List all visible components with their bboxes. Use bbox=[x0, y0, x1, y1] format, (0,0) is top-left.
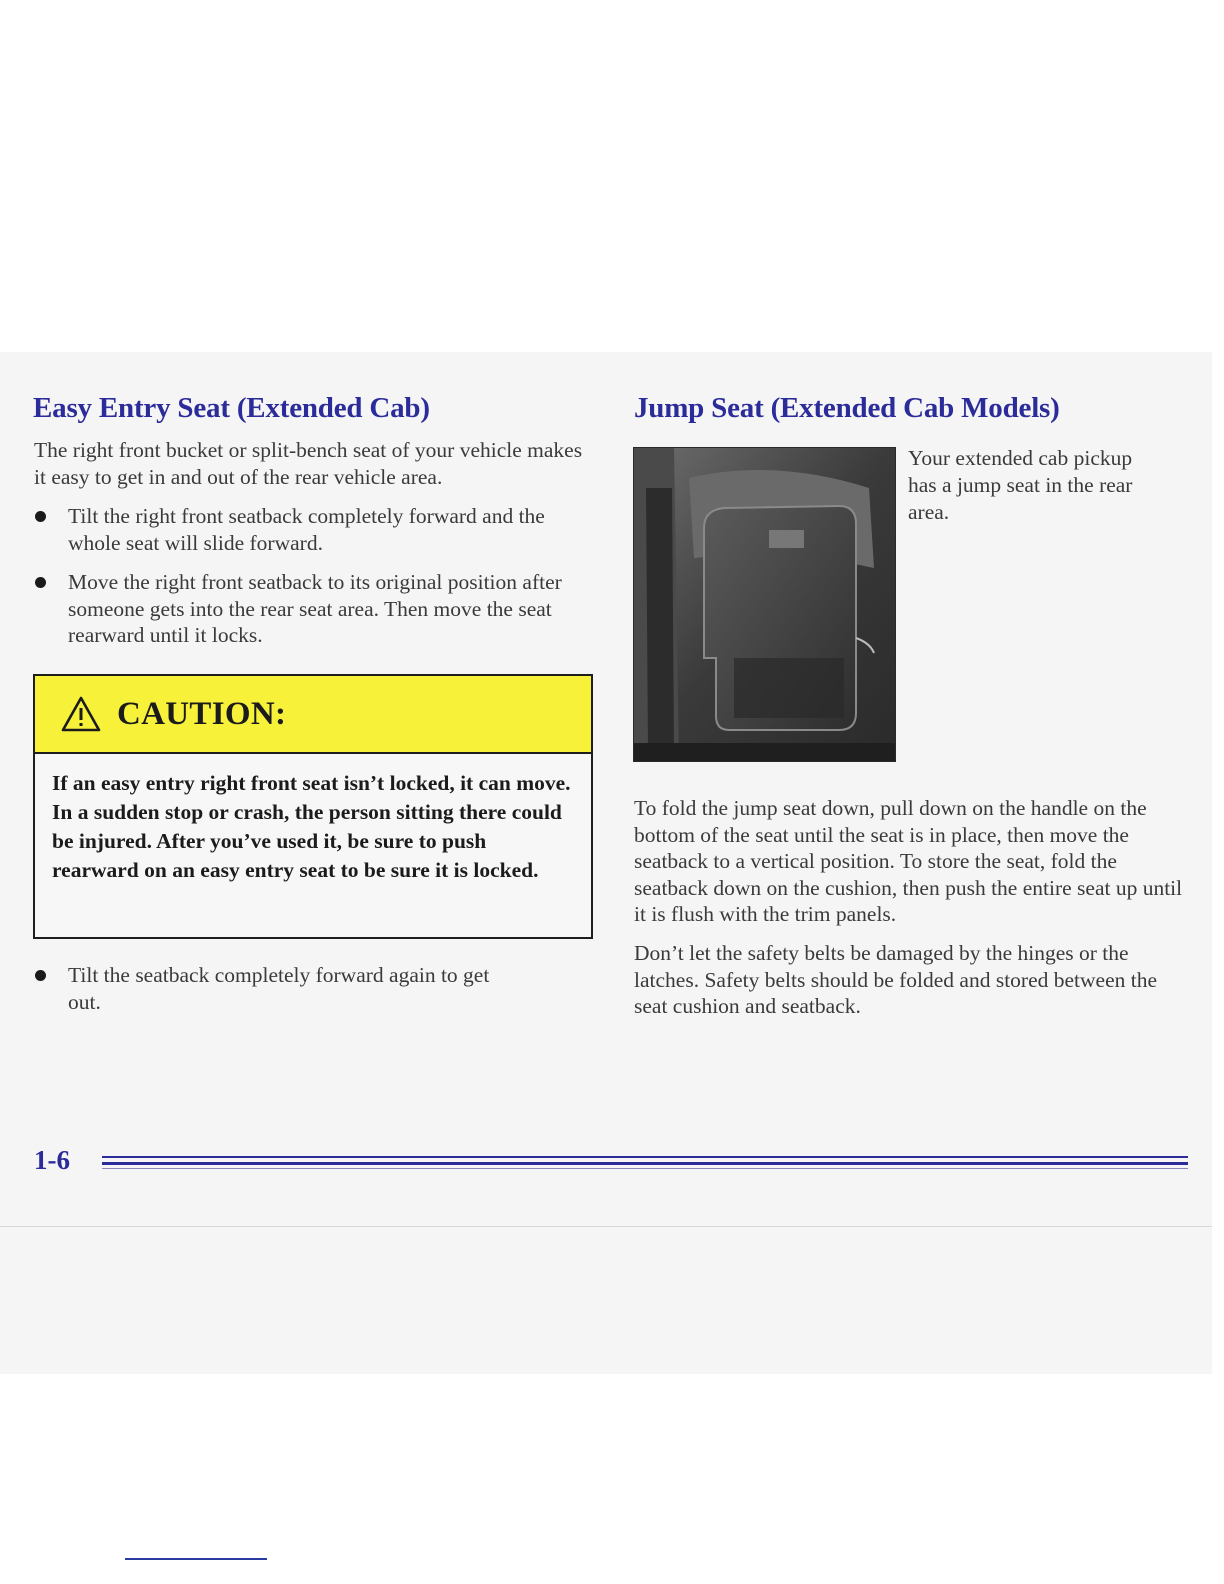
caution-title: CAUTION: bbox=[117, 696, 287, 732]
footer-rule bbox=[102, 1162, 1188, 1165]
bullet-icon bbox=[35, 511, 46, 522]
caution-box bbox=[33, 674, 593, 939]
jump-seat-heading: Jump Seat (Extended Cab Models) bbox=[634, 392, 1060, 424]
bullet-text: Tilt the seatback completely forward again to get out. bbox=[68, 963, 490, 1014]
jump-seat-paragraph-1: To fold the jump seat down, pull down on the handle on the bottom of the seat until the seat is in place, then move the seatback to a vertical position. To store the seat, fold the seatback down on the cushion, then push the entire seat up until it is flush with the trim panels. bbox=[634, 796, 1183, 926]
easy-entry-intro: The right front bucket or split-bench seat of your vehicle makes it easy to get in and out of the rear vehicle area. bbox=[34, 438, 583, 489]
bullet-icon bbox=[35, 577, 46, 588]
page-edge bbox=[0, 1226, 1212, 1227]
list-item bbox=[35, 569, 595, 649]
bullet-icon bbox=[35, 970, 46, 981]
warning-triangle-icon bbox=[61, 696, 101, 732]
list-item bbox=[35, 962, 535, 1016]
bullet-text: Move the right front seatback to its original position after someone gets into the rear seat area. Then move the seat rearward until it locks. bbox=[68, 570, 562, 647]
list-item bbox=[35, 503, 595, 557]
footer-rule bbox=[102, 1156, 1188, 1158]
jump-seat-caption: Your extended cab pickup has a jump seat in the rear area. bbox=[908, 446, 1133, 524]
jump-seat-photo bbox=[633, 447, 896, 762]
easy-entry-heading: Easy Entry Seat (Extended Cab) bbox=[33, 392, 430, 424]
jump-seat-paragraph-2: Don’t let the safety belts be damaged by the hinges or the latches. Safety belts should be folded and stored between the seat cushion and seatback. bbox=[634, 941, 1158, 1018]
bullet-text: Tilt the right front seatback completely forward and the whole seat will slide forward. bbox=[68, 504, 545, 555]
page-number: 1-6 bbox=[34, 1145, 70, 1175]
caution-header bbox=[35, 676, 591, 754]
caution-text: If an easy entry right front seat isn’t locked, it can move. In a sudden stop or crash, the person sitting there could be injured. After you’ve used it, be sure to push rearward on an easy entry seat to be sure it is locked. bbox=[52, 771, 571, 882]
footer-rule bbox=[102, 1168, 1188, 1169]
bottom-link-underline[interactable] bbox=[125, 1558, 267, 1560]
